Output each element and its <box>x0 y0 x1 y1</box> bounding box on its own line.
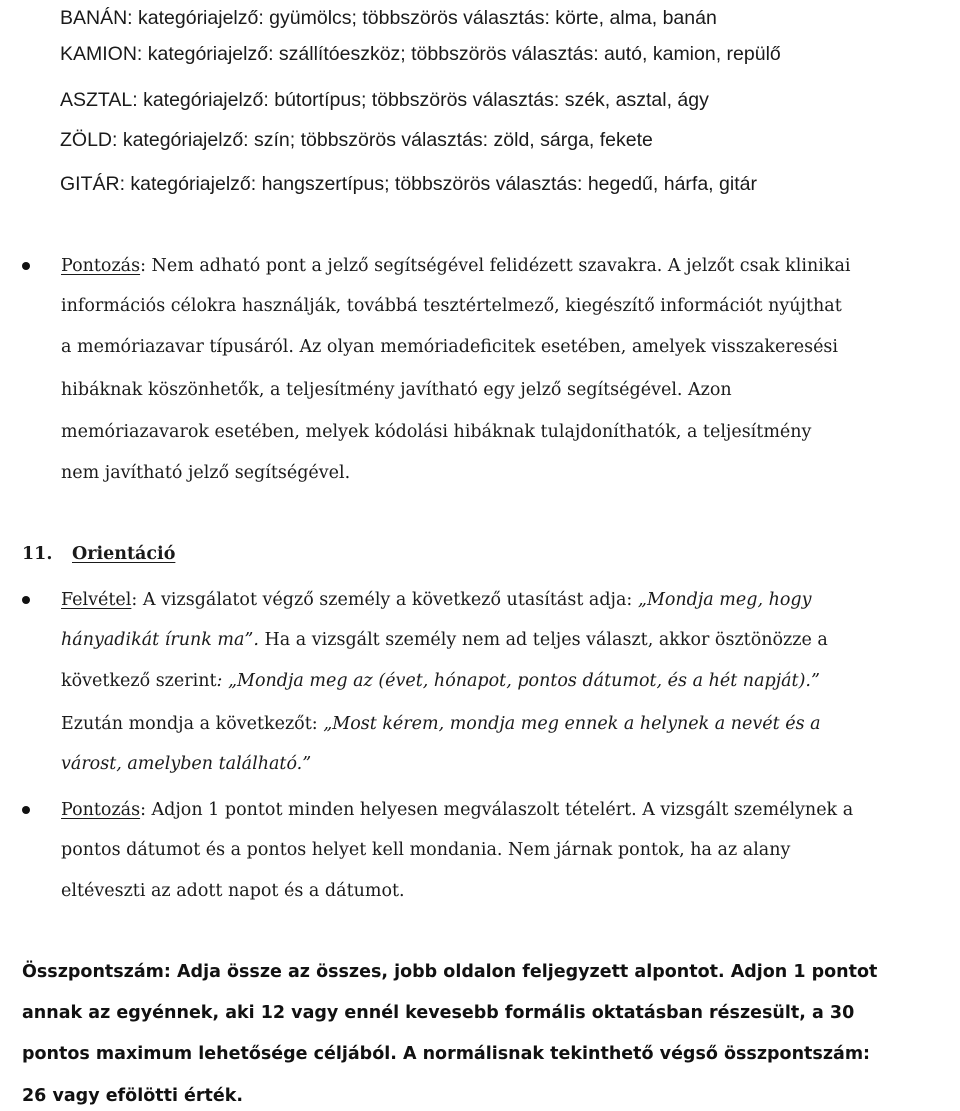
document-page: BANÁN: kategóriajelző: gyümölcs; többszörös választás: körte, alma, banán KAMION: kategóriajelző: szállítóeszköz; többszörös választás: autó, kamion, repülő ASZTAL: kategóriajelző: bútortípus; többszörös választás: szék, asztal, ágy ZÖLD: kategóriajelző: szín; többszörös választás: zöld, sárga, fekete GITÁR: kategóriajelző: hangszertípus; többszörös választás: hegedű, hárfa, gitár Pontozás: Nem adható pont a jelző segítségével felidézett szavakra. A jelzőt csak klinikai információs célokra használják, továbbá tesztértelmező, kiegészítő információt nyújthat a memóriazavar típusáról. Az olyan memóriadeficitek esetében, amelyek visszakeresési hibáknak köszönhetők, a teljesítmény javítható egy jelző segítségével. Azon memóriazavarok esetében, melyek kódolási hibáknak tulajdoníthatók, a teljesítmény nem javítható jelző segítségével. 11. Orientáció Felvétel: A vizsgálatot végző személy a következő utasítást adja: „Mondja meg, hogy hányadikát írunk ma”. Ha a vizsgált személy nem ad teljes választ, akkor ösztönözze a következő szerint: „Mondja meg az (évet, hónapot, pontos dátumot, és a hét napját).” Ezután mondja a következőt: „Most kérem, mondja meg ennek a helynek a nevét és a várost, amelyben található.” Pontozás: Adjon 1 pontot minden helyesen megválaszolt tételért. A vizsgált személynek a pontos dátumot és a pontos helyet kell mondania. Nem járnak pontok, ha az alany eltéveszti az adott napot és a dátumot. Összpontszám: Adja össze az összes, jobb oldalon feljegyzett alpontot. Adjon 1 pontot annak az egyénnek, aki 12 vagy ennél kevesebb formális oktatásban részesült, a 30 pontos maximum lehetősége céljából. A normálisnak tekinthető végső összpontszám: 26 vagy efölötti érték. <box>22 7 878 1106</box>
bullet-icon <box>22 596 30 604</box>
section-heading <box>22 540 175 568</box>
cue-line-kamion: KAMION: kategóriajelző: szállítóeszköz; többszörös választás: autó, kamion, repülő <box>60 43 781 65</box>
section-number: 11. <box>22 544 53 564</box>
bullet-icon <box>22 262 30 270</box>
cue-line-gitar: GITÁR: kategóriajelző: hangszertípus; többszörös választás: hegedű, hárfa, gitár <box>60 173 757 195</box>
section-title: Orientáció <box>72 544 176 564</box>
scoring-label: Pontozás <box>61 800 141 820</box>
cue-line-banan: BANÁN: kategóriajelző: gyümölcs; többszörös választás: körte, alma, banán <box>60 7 717 29</box>
recording-label: Felvétel <box>61 590 132 610</box>
scoring-label: Pontozás <box>61 256 141 276</box>
cue-line-zold: ZÖLD: kategóriajelző: szín; többszörös választás: zöld, sárga, fekete <box>60 129 653 151</box>
cue-line-asztal: ASZTAL: kategóriajelző: bútortípus; többszörös választás: szék, asztal, ágy <box>60 89 709 111</box>
bullet-icon <box>22 806 30 814</box>
